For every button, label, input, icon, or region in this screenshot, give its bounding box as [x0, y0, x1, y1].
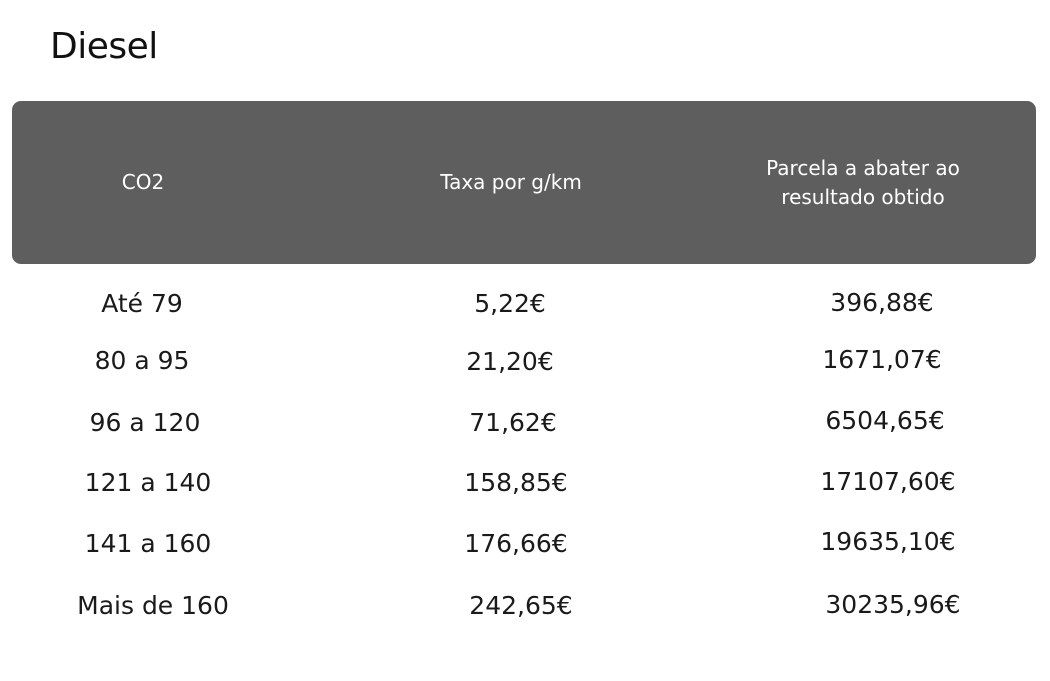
cell-parcela: 17107,60€ — [820, 467, 956, 496]
cell-parcela: 6504,65€ — [825, 406, 945, 435]
cell-co2: 121 a 140 — [84, 468, 212, 497]
cell-taxa: 242,65€ — [469, 591, 573, 620]
cell-parcela: 19635,10€ — [820, 527, 956, 556]
cell-parcela: 1671,07€ — [822, 345, 942, 374]
cell-parcela: 396,88€ — [830, 288, 934, 317]
cell-taxa: 71,62€ — [469, 408, 557, 437]
cell-parcela: 30235,96€ — [825, 590, 961, 619]
header-parcela: Parcela a abater ao resultado obtido — [766, 155, 960, 209]
header-co2: CO2 — [121, 170, 165, 194]
cell-co2: Mais de 160 — [77, 591, 229, 620]
cell-co2: 80 a 95 — [94, 346, 190, 375]
cell-taxa: 5,22€ — [474, 289, 546, 318]
cell-co2: 96 a 120 — [89, 408, 201, 437]
header-taxa: Taxa por g/km — [440, 170, 582, 194]
cell-co2: Até 79 — [101, 289, 183, 318]
table-header — [12, 101, 1036, 264]
cell-co2: 141 a 160 — [84, 529, 212, 558]
cell-taxa: 158,85€ — [464, 468, 568, 497]
cell-taxa: 176,66€ — [464, 529, 568, 558]
cell-taxa: 21,20€ — [466, 347, 554, 376]
page-title: Diesel — [50, 26, 158, 67]
